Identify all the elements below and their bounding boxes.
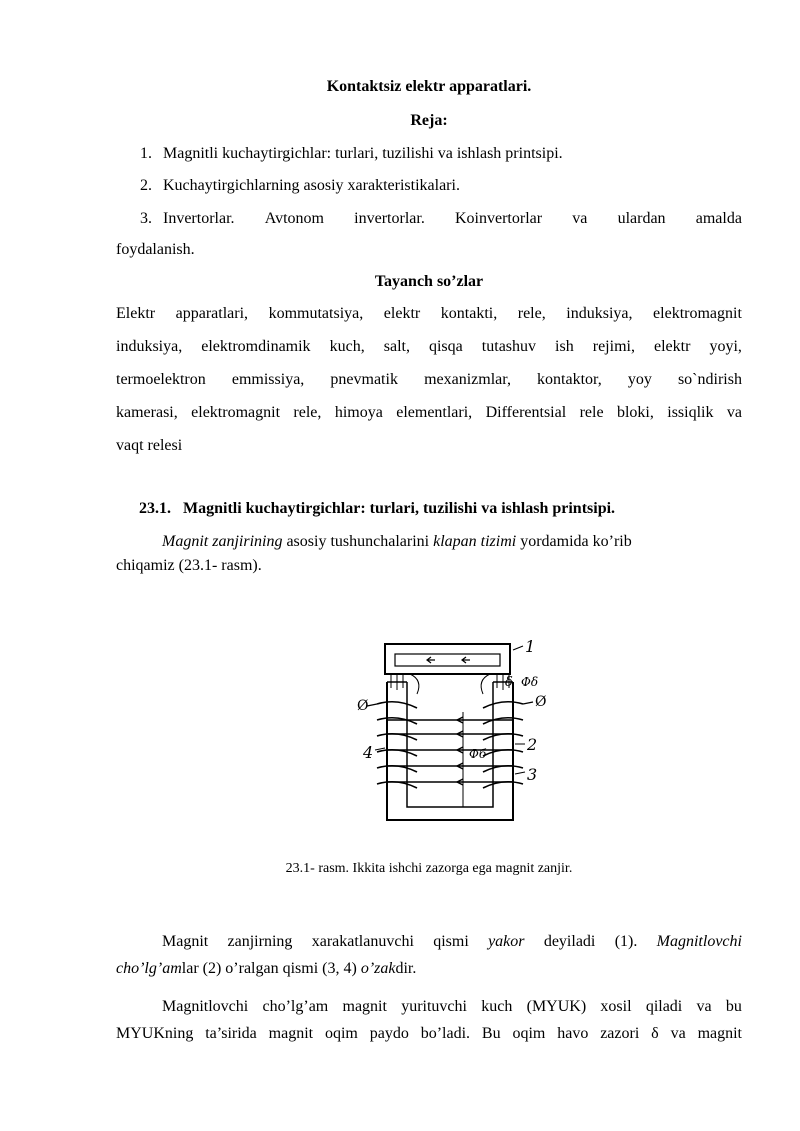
word: Magnitlovchi <box>656 933 742 950</box>
word: so`ndirish <box>677 371 742 388</box>
section-number: 23.1. <box>139 500 171 517</box>
word: himoya <box>334 404 383 421</box>
word: elektr <box>383 305 421 322</box>
word: magnit <box>342 998 387 1015</box>
label-2: 2 <box>527 735 538 754</box>
intro-text: yordamida ko’rib <box>516 533 632 550</box>
word: yakor <box>488 933 525 950</box>
word: elektromagnit <box>191 404 281 421</box>
justified-words <box>116 404 742 422</box>
word: elementlari, <box>396 404 473 421</box>
word: va <box>572 210 588 227</box>
plan-item-number: 3. <box>140 210 152 227</box>
word: zazori <box>600 1025 640 1042</box>
plan-heading: Reja: <box>410 112 448 129</box>
word: bu <box>725 998 742 1015</box>
word: zanjirning <box>227 933 293 950</box>
word: elektr <box>654 338 691 355</box>
word: mexanizmlar, <box>424 371 511 388</box>
word: (MYUK) <box>526 998 587 1015</box>
plan-item-text-continuation: foydalanish. <box>116 241 195 258</box>
armature-inner <box>395 654 500 666</box>
word: kontakti, <box>440 305 498 322</box>
label-4: 4 <box>363 743 374 762</box>
word: Bu <box>481 1025 501 1042</box>
core-inner <box>407 682 493 807</box>
plan-item-number: 1. <box>140 145 152 162</box>
intro-italic-term: Magnit zanjirining <box>162 533 283 550</box>
word: tutashuv <box>481 338 537 355</box>
word: Elektr <box>116 305 156 322</box>
word: cho’lg’am <box>262 998 329 1015</box>
word: Magnitlovchi <box>162 998 249 1015</box>
word: va <box>696 998 712 1015</box>
word: induksiya, <box>116 338 183 355</box>
word: kommutatsiya, <box>268 305 364 322</box>
word: pnevmatik <box>330 371 398 388</box>
magnetic-circuit-figure <box>345 632 560 832</box>
justified-words <box>163 210 742 228</box>
word: deyiladi <box>543 933 596 950</box>
word: bo’ladi. <box>420 1025 471 1042</box>
word: oqim <box>324 1025 358 1042</box>
paragraph-text: dir. <box>395 960 417 977</box>
word: rele, <box>293 404 322 421</box>
word: kamerasi, <box>116 404 178 421</box>
justified-words <box>116 1025 742 1043</box>
word: elektromdinamik <box>201 338 311 355</box>
coil-left <box>377 702 417 788</box>
keywords-line <box>116 338 742 356</box>
label-1: 1 <box>525 637 536 656</box>
word: salt, <box>383 338 410 355</box>
word: yoy <box>627 371 652 388</box>
section-heading <box>139 500 615 518</box>
word: rele, <box>517 305 546 322</box>
word: xosil <box>600 998 632 1015</box>
word: qismi <box>433 933 469 950</box>
label-phi-delta: Φδ <box>521 675 539 689</box>
word: invertorlar. <box>354 210 425 227</box>
armature-outline <box>385 644 510 674</box>
keywords-line <box>116 404 742 422</box>
word: ish <box>555 338 574 355</box>
word: (1). <box>614 933 638 950</box>
page-title: Kontaktsiz elektr apparatlari. <box>326 78 532 95</box>
word: va <box>726 404 742 421</box>
label-zero-right: Ø <box>535 694 547 710</box>
word: Avtonom <box>264 210 324 227</box>
paragraph-line <box>116 960 416 978</box>
figure-caption: 23.1- rasm. Ikkita ishchi zazorga ega magnit zanjir. <box>285 861 573 876</box>
intro-line-continuation: chiqamiz (23.1- rasm). <box>116 557 262 574</box>
plan-item-text-line <box>163 210 742 228</box>
word: magnit <box>697 1025 742 1042</box>
word: ulardan <box>617 210 666 227</box>
justified-words <box>116 338 742 356</box>
keywords-last-line: vaqt relesi <box>116 437 183 454</box>
word: induksiya, <box>566 305 633 322</box>
word: kuch, <box>329 338 365 355</box>
word: Invertorlar. <box>163 210 235 227</box>
paragraph-line <box>162 933 742 951</box>
word: Differentsial <box>485 404 567 421</box>
justified-words <box>116 371 742 389</box>
word: rele <box>579 404 604 421</box>
word: havo <box>557 1025 589 1042</box>
word: δ <box>651 1025 659 1042</box>
keywords-line <box>116 371 742 389</box>
keywords-heading: Tayanch so’zlar <box>374 273 484 290</box>
word: amalda <box>695 210 742 227</box>
word: qisqa <box>428 338 463 355</box>
italic-term: cho’lg’am <box>116 960 182 977</box>
word: kuch <box>481 998 513 1015</box>
coil-right <box>483 702 523 788</box>
intro-italic-term: klapan tizimi <box>433 533 517 550</box>
label-3: 3 <box>527 765 538 784</box>
word: yurituvchi <box>401 998 467 1015</box>
justified-words <box>162 933 742 951</box>
paragraph-line <box>116 1025 742 1043</box>
word: paydo <box>369 1025 409 1042</box>
word: rejimi, <box>592 338 635 355</box>
word: MYUKning <box>116 1025 194 1042</box>
intro-line <box>162 533 632 551</box>
word: magnit <box>268 1025 314 1042</box>
word: emmissiya, <box>231 371 305 388</box>
intro-text: asosiy tushunchalarini <box>282 533 434 550</box>
section-title: Magnitli kuchaytirgichlar: turlari, tuzilishi va ishlash printsipi. <box>183 500 616 517</box>
word: oqim <box>512 1025 546 1042</box>
word: kontaktor, <box>537 371 602 388</box>
word: apparatlari, <box>175 305 249 322</box>
word: va <box>670 1025 686 1042</box>
word: termoelektron <box>116 371 206 388</box>
paragraph-text: lar (2) o’ralgan qismi (3, 4) <box>181 960 361 977</box>
word: yoyi, <box>709 338 742 355</box>
plan-item-text: Kuchaytirgichlarning asosiy xarakteristikalari. <box>163 177 460 194</box>
word: Magnit <box>162 933 209 950</box>
word: qiladi <box>645 998 683 1015</box>
word: ta’sirida <box>205 1025 257 1042</box>
plan-item-text: Magnitli kuchaytirgichlar: turlari, tuzilishi va ishlash printsipi. <box>163 145 563 162</box>
justified-words <box>116 305 742 323</box>
italic-term: o’zak <box>360 960 396 977</box>
label-zero-left: Ø <box>357 698 369 714</box>
paragraph-line <box>162 998 742 1016</box>
plan-item-number: 2. <box>140 177 152 194</box>
label-delta: δ <box>505 675 513 690</box>
word: xarakatlanuvchi <box>311 933 414 950</box>
label-phi-s: Φб <box>469 747 487 761</box>
word: elektromagnit <box>653 305 742 322</box>
word: Koinvertorlar <box>455 210 543 227</box>
justified-words <box>162 998 742 1016</box>
keywords-line <box>116 305 742 323</box>
word: issiqlik <box>667 404 714 421</box>
word: bloki, <box>616 404 654 421</box>
